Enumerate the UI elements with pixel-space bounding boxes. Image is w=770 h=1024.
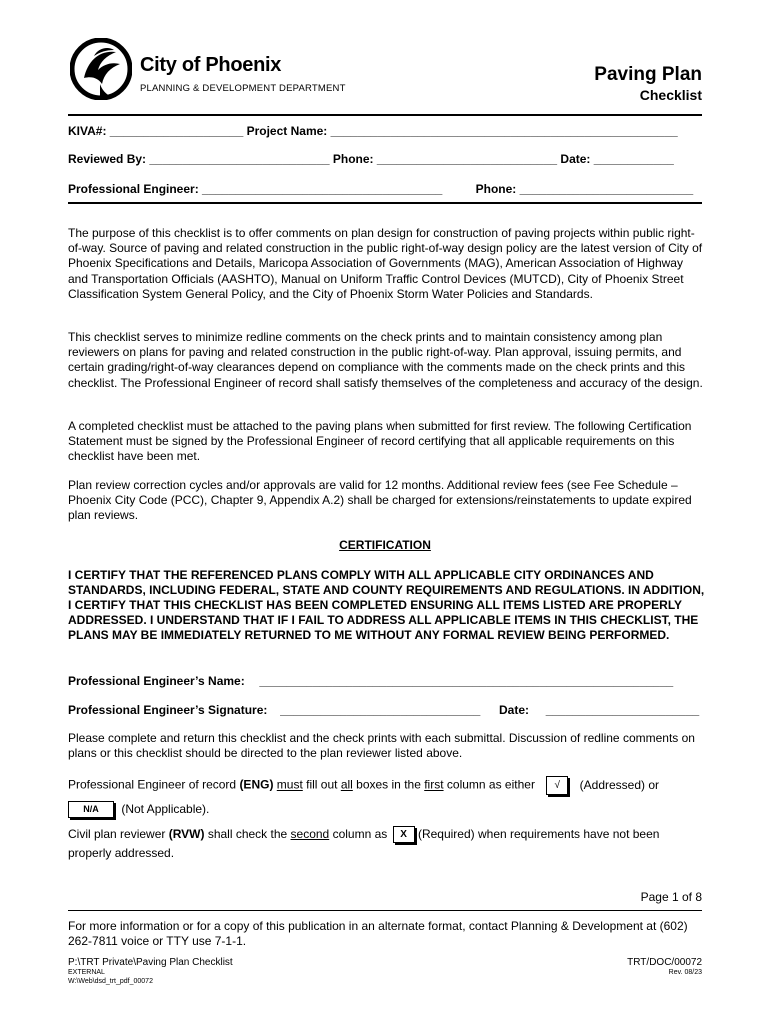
paragraph-text: Plan review correction cycles and/or approvals are valid for 12 months. Additional review fees (see Fee Schedule – Phoenix City Code (PCC), Chapter 9, Appendix A.2) shall be charged for extensions/reinstatements to update expired plan reviews. bbox=[68, 478, 692, 523]
signature-date-label: Date: bbox=[498, 703, 529, 717]
review-cycles-paragraph bbox=[68, 478, 706, 524]
kiva-project-field[interactable]: KIVA#: ____________________ Project Name: ____________________________________________________ bbox=[68, 124, 678, 138]
revision-date: Rev. 08/23 bbox=[668, 969, 702, 976]
engineer-signature-line[interactable]: ______________________________ bbox=[280, 703, 481, 717]
na-instruction-line bbox=[68, 801, 209, 818]
certification-statement: I CERTIFY THAT THE REFERENCED PLANS COMPLY WITH ALL APPLICABLE CITY ORDINANCES AND STANDARDS, INCLUDING FEDERAL, STATE AND COUNTY REQUIREMENTS AND REGULATIONS. IN ADDITION, I CERTIFY THAT THIS CHECKLIST HAS BEEN COMPLETED ENSURING ALL ITEMS LISTED ARE PROPERLY ADDRESSED. I UNDERSTAND THAT IF I FAIL TO ADDRESS ALL APPLICABLE ITEMS IN THIS CHECKLIST, THE PLANS MAY BE IMMEDIATELY RETURNED TO ME WITHOUT ANY FORMAL REVIEW BEING PERFORMED. bbox=[68, 568, 705, 642]
engineer-phone-field[interactable]: Professional Engineer: ____________________________________ Phone: __________________________ bbox=[68, 182, 694, 196]
doc-title: Paving Plan bbox=[594, 64, 702, 85]
page-number: Page 1 of 8 bbox=[640, 890, 702, 904]
eng-abbrev: (ENG) bbox=[239, 777, 274, 792]
eng-instruction-line bbox=[68, 776, 659, 795]
not-applicable-text: (Not Applicable). bbox=[121, 801, 210, 816]
required-x-box: X bbox=[393, 826, 415, 843]
contact-info bbox=[68, 919, 708, 949]
engineer-name-row[interactable] bbox=[68, 674, 673, 688]
engineer-name-line[interactable]: ______________________________________________________________ bbox=[259, 674, 674, 688]
eng-text: column as either bbox=[443, 777, 535, 792]
external-label: EXTERNAL bbox=[68, 969, 105, 976]
footer-rule bbox=[68, 910, 702, 911]
phoenix-bird-logo bbox=[70, 38, 132, 100]
certification-heading: CERTIFICATION bbox=[339, 538, 431, 552]
checklist-paragraph bbox=[68, 330, 706, 391]
web-path: W:\Web\dsd_trt_pdf_00072 bbox=[68, 978, 153, 985]
rvw-instruction-line bbox=[68, 826, 659, 843]
second-text: second bbox=[290, 827, 330, 841]
reviewer-phone-date-field[interactable]: Reviewed By: ___________________________ Phone: ___________________________ Date: ____________ bbox=[68, 152, 674, 166]
fields-rule bbox=[68, 202, 702, 204]
rvw-text: shall check the bbox=[204, 827, 291, 841]
eng-text: Professional Engineer of record bbox=[68, 777, 240, 792]
engineer-signature-row[interactable] bbox=[68, 703, 699, 717]
addressed-check-box: √ bbox=[546, 776, 568, 795]
doc-code: TRT/DOC/00072 bbox=[627, 957, 702, 968]
rvw-text: Civil plan reviewer bbox=[68, 827, 169, 841]
first-text: first bbox=[424, 777, 444, 792]
completed-checklist-paragraph bbox=[68, 419, 706, 465]
rvw-text: (Required) when requirements have not been bbox=[417, 827, 660, 841]
paragraph-text: Please complete and return this checklist and the check prints with each submittal. Discussion of redline comments on plans or this checklist should be directed to the plan reviewer listed above. bbox=[68, 731, 695, 761]
engineer-signature-label: Professional Engineer’s Signature: bbox=[68, 703, 268, 717]
instructions-paragraph bbox=[68, 731, 706, 761]
doc-subtitle: Checklist bbox=[639, 87, 702, 103]
paragraph-text: The purpose of this checklist is to offer comments on plan design for construction of paving projects within public right-of-way. Source of paving and related construction in the public right-of-way design policy are the latest version of City of Phoenix Specifications and Details, Maricopa Association of Governments (MAG), American Association of Highway and Transportation Officials (AASHTO), Manual on Uniform Traffic Control Devices (MUTCD), City of Phoenix Street Classification System General Policy, and the City of Phoenix Storm Water Policies and Standards. bbox=[68, 226, 703, 301]
purpose-paragraph bbox=[68, 226, 706, 302]
must-text: must bbox=[276, 777, 303, 792]
all-text: all bbox=[340, 777, 353, 792]
eng-text: boxes in the bbox=[352, 777, 425, 792]
department-name: PLANNING & DEVELOPMENT DEPARTMENT bbox=[140, 83, 346, 94]
header-rule bbox=[68, 114, 702, 116]
eng-text: fill out bbox=[302, 777, 341, 792]
na-box: N/A bbox=[68, 801, 114, 818]
rvw-text: column as bbox=[329, 827, 388, 841]
file-path: P:\TRT Private\Paving Plan Checklist bbox=[68, 957, 233, 968]
contact-text: For more information or for a copy of this publication in an alternate format, contact Planning & Development at (602) 262-7811 voice or TTY use 7-1-1. bbox=[68, 919, 688, 949]
addressed-text: (Addressed) or bbox=[579, 777, 660, 792]
org-name: City of Phoenix bbox=[140, 54, 282, 76]
paragraph-text: This checklist serves to minimize redline comments on the check prints and to maintain consistency among plan reviewers on plans for paving and related construction in the public right-of-way. Plan approval, issuing permits, and certain grading/right-of-way clearances depend on compliance with the comments made on the check prints and this checklist. The Professional Engineer of record shall satisfy themselves of the completeness and accuracy of the design. bbox=[68, 330, 703, 390]
rvw-abbrev: (RVW) bbox=[168, 827, 205, 841]
rvw-instruction-line-2: properly addressed. bbox=[68, 846, 175, 860]
signature-date-line[interactable]: _______________________ bbox=[545, 703, 700, 717]
engineer-name-label: Professional Engineer’s Name: bbox=[68, 674, 245, 688]
paragraph-text: A completed checklist must be attached to the paving plans when submitted for first review. The following Certification Statement must be signed by the Professional Engineer of record certifying that all applicable requirements on this checklist have been met. bbox=[68, 419, 692, 464]
